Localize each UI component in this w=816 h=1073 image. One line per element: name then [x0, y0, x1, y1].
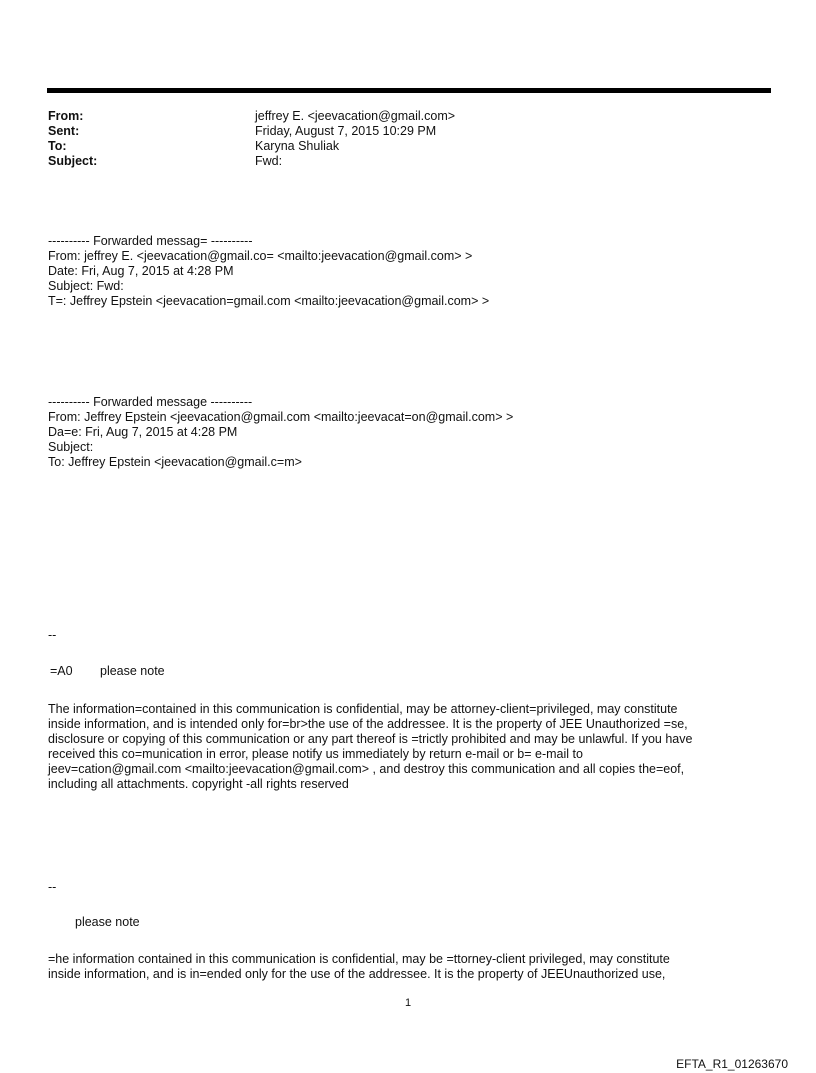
to-value: Karyna Shuliak	[255, 139, 340, 153]
signature-note-1	[50, 664, 165, 679]
signature-note-text: please note	[100, 664, 165, 678]
forward-line: Date: Fri, Aug 7, 2015 at 4:28 PM	[48, 264, 234, 278]
disclaimer-line: inside information, and is intended only for=br>the use of the addressee. It is the property of JEE Unauthorized =se,	[48, 717, 688, 731]
forward-line: T=: Jeffrey Epstein <jeevacation=gmail.com <mailto:jeevacation@gmail.com> >	[48, 294, 490, 308]
to-label: To:	[48, 139, 67, 153]
from-label: From:	[48, 109, 84, 123]
header-rule	[47, 88, 771, 93]
disclaimer-line: inside information, and is in=ended only for the use of the addressee. It is the property of JEEUnauthorized use,	[48, 967, 666, 981]
disclaimer-line: The information=contained in this communication is confidential, may be attorney-client=privileged, may constitute	[48, 702, 678, 716]
signature-dashes-2: --	[48, 880, 57, 894]
disclaimer-line: received this co=munication in error, please notify us immediately by return e-mail or b= e-mail to	[48, 747, 583, 761]
forward-line: From: Jeffrey Epstein <jeevacation@gmail.com <mailto:jeevacat=on@gmail.com> >	[48, 410, 514, 424]
signature-code: =A0	[50, 664, 73, 678]
subject-row	[48, 154, 455, 169]
forward-line: From: jeffrey E. <jeevacation@gmail.co= <mailto:jeevacation@gmail.com> >	[48, 249, 473, 263]
subject-label: Subject:	[48, 154, 98, 168]
forwarded-message-1	[48, 234, 489, 309]
disclaimer-2	[48, 952, 670, 982]
subject-value: Fwd:	[255, 154, 283, 168]
from-row	[48, 109, 455, 124]
from-value: jeffrey E. <jeevacation@gmail.com>	[255, 109, 456, 123]
sent-value: Friday, August 7, 2015 10:29 PM	[255, 124, 437, 138]
page-number: 1	[404, 997, 412, 1009]
to-row	[48, 139, 455, 154]
email-header	[48, 109, 455, 169]
disclaimer-line: disclosure or copying of this communication or any part thereof is =trictly prohibited and may be unlawful. If you have	[48, 732, 693, 746]
sent-label: Sent:	[48, 124, 80, 138]
disclaimer-line: =he information contained in this communication is confidential, may be =ttorney-client privileged, may constitute	[48, 952, 670, 966]
forward-line: To: Jeffrey Epstein <jeevacation@gmail.c=m>	[48, 455, 302, 469]
disclaimer-line: jeev=cation@gmail.com <mailto:jeevacation@gmail.com> , and destroy this communication and all copies the=eof,	[48, 762, 685, 776]
forward-line: ---------- Forwarded message ----------	[48, 395, 253, 409]
forward-line: Da=e: Fri, Aug 7, 2015 at 4:28 PM	[48, 425, 238, 439]
disclaimer-1	[48, 702, 692, 792]
signature-dashes-1: --	[48, 628, 57, 642]
forward-line: Subject: Fwd:	[48, 279, 124, 293]
sent-row	[48, 124, 455, 139]
signature-note-2: please note	[75, 915, 140, 929]
forwarded-message-2	[48, 395, 513, 470]
disclaimer-line: including all attachments. copyright -all rights reserved	[48, 777, 349, 791]
document-id: EFTA_R1_01263670	[676, 1057, 788, 1071]
forward-line: ---------- Forwarded messag= ----------	[48, 234, 253, 248]
forward-line: Subject:	[48, 440, 94, 454]
